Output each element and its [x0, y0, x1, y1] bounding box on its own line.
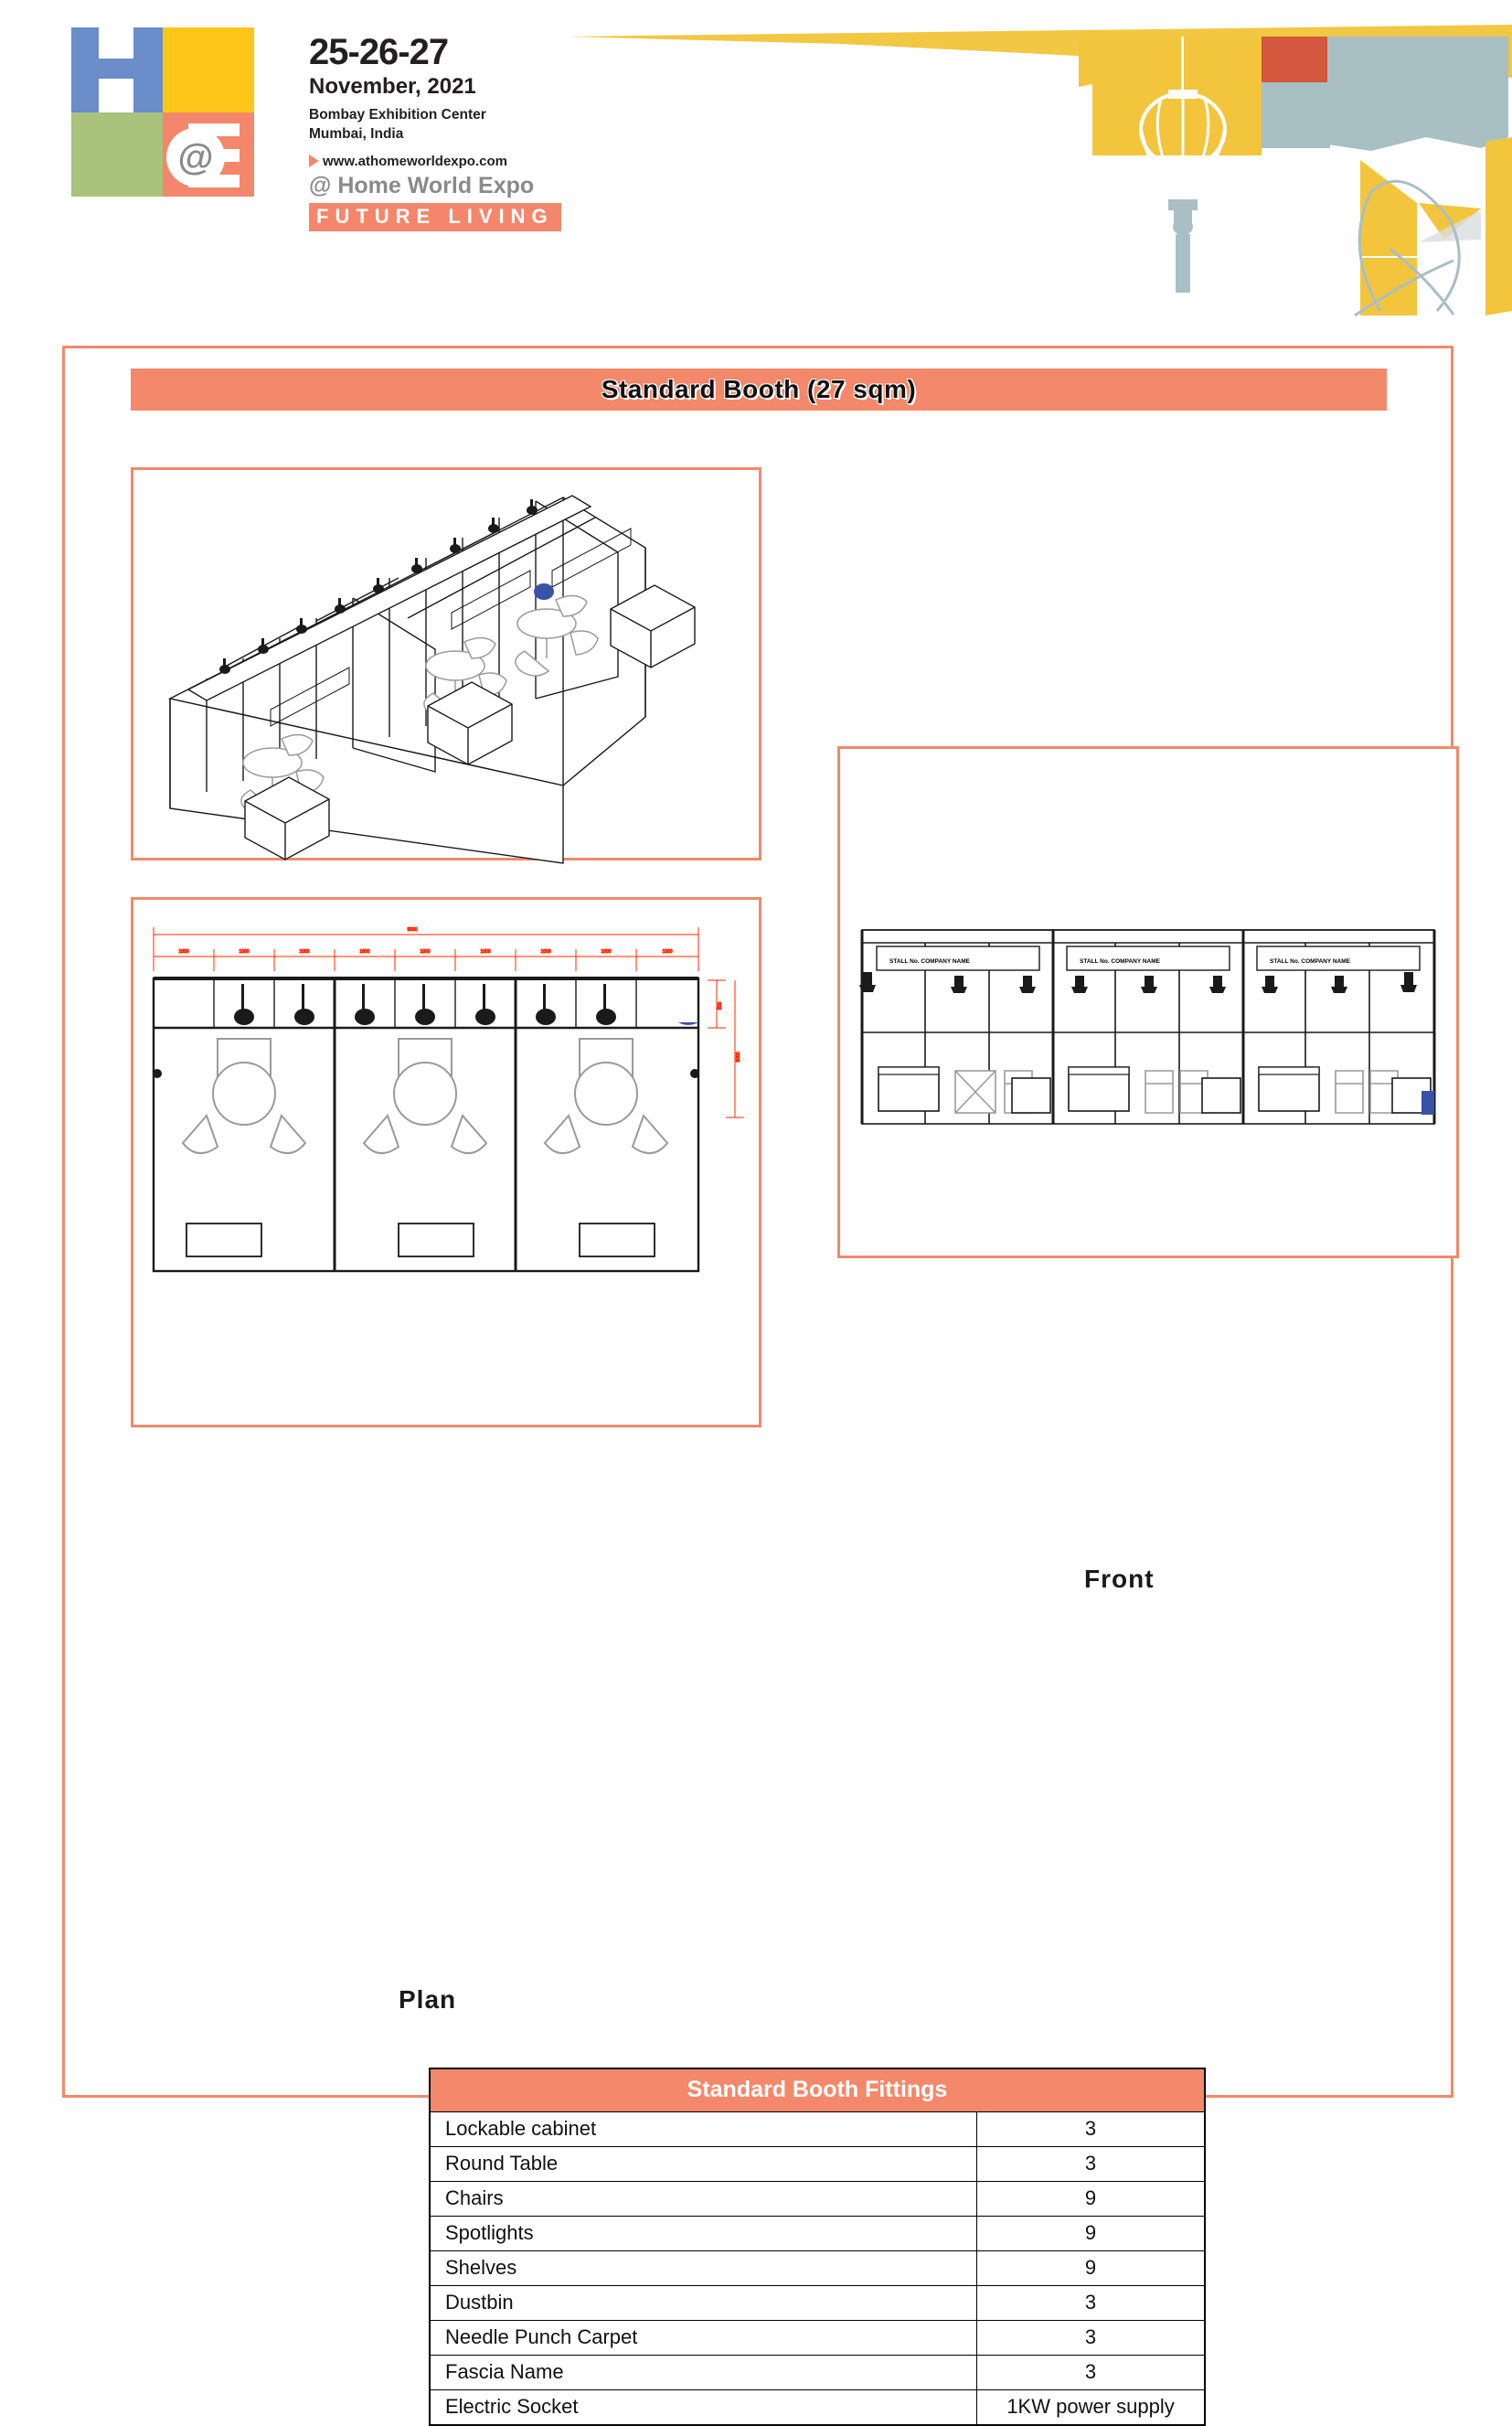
- event-venue-line2: Mumbai, India: [309, 125, 404, 142]
- fitting-qty: 9: [977, 2182, 1205, 2217]
- red-block: [1262, 37, 1327, 82]
- table-row: [430, 2251, 1205, 2286]
- play-triangle-icon: [309, 155, 319, 167]
- drawing-plan-view: [133, 900, 759, 1425]
- fascia-stall-1: STALL No. COMPANY NAME: [889, 958, 970, 965]
- svg-text:500: 500: [718, 1001, 723, 1010]
- fitting-item: Fascia Name: [430, 2356, 977, 2390]
- svg-text:1000: 1000: [359, 949, 370, 955]
- at-symbol-badge: @: [166, 128, 225, 187]
- svg-text:1000: 1000: [601, 949, 612, 955]
- fittings-table-header-row: [430, 2068, 1205, 2112]
- event-brand-name: @ Home World Expo: [309, 172, 535, 198]
- sheet-title-bar: [131, 369, 1387, 411]
- panel-front-view: [837, 746, 1459, 1258]
- svg-text:1000: 1000: [662, 949, 673, 955]
- event-venue-line1: Bombay Exhibition Center: [309, 107, 486, 123]
- gray-block: [1327, 37, 1508, 151]
- table-row: [430, 2147, 1205, 2182]
- page-header: [0, 0, 1512, 320]
- fitting-qty: 3: [977, 2321, 1205, 2356]
- drawing-front-view: [840, 749, 1456, 1256]
- table-row: [430, 2286, 1205, 2321]
- header-decoration: [567, 0, 1512, 320]
- logo-cell-m: [71, 112, 163, 198]
- fitting-item: Round Table: [430, 2147, 977, 2182]
- table-row: [430, 2217, 1205, 2251]
- fitting-item: Needle Punch Carpet: [430, 2321, 977, 2356]
- event-website: www.athomeworldexpo.com: [323, 153, 507, 169]
- furniture-front-bay1: [878, 1067, 1050, 1113]
- decoration-graphic: [567, 0, 1512, 320]
- event-month-year: November, 2021: [309, 74, 476, 99]
- fittings-table-body: [430, 2112, 1205, 2426]
- svg-text:3000: 3000: [736, 1052, 741, 1063]
- table-row: [430, 2182, 1205, 2217]
- fitting-item: Electric Socket: [430, 2390, 977, 2426]
- plan-cabinets: [186, 1224, 655, 1256]
- svg-text:1000: 1000: [420, 949, 431, 955]
- fitting-item: Lockable cabinet: [430, 2112, 977, 2147]
- home-expo-logo: [71, 27, 254, 197]
- svg-text:1000: 1000: [178, 949, 189, 955]
- yellow-column-right: [1485, 137, 1512, 315]
- fitting-qty: 3: [977, 2356, 1205, 2390]
- fitting-qty: 3: [977, 2112, 1205, 2147]
- table-row: [430, 2321, 1205, 2356]
- fascia-stall-2: STALL No. COMPANY NAME: [1080, 958, 1160, 965]
- fittings-table: [429, 2068, 1206, 2426]
- table-row: [430, 2356, 1205, 2390]
- logo-h-notch-bottom: [99, 79, 133, 112]
- logo-cell-o: [163, 27, 254, 112]
- fitting-qty: 9: [977, 2251, 1205, 2286]
- label-front-view: Front: [1084, 1565, 1155, 1593]
- gray-block-small: [1262, 82, 1330, 148]
- dustbin-marker-3d: [534, 583, 554, 600]
- logo-h-notch-top: [99, 27, 133, 59]
- panel-plan-view: [131, 897, 761, 1427]
- event-website-row[interactable]: [309, 154, 611, 169]
- label-plan-view: Plan: [399, 1985, 457, 2014]
- fitting-qty: 9: [977, 2217, 1205, 2251]
- fitting-qty: 3: [977, 2147, 1205, 2182]
- fascia-stall-3: STALL No. COMPANY NAME: [1270, 958, 1350, 965]
- sheet-title-text: Standard Booth (27 sqm): [601, 375, 917, 403]
- svg-text:1000: 1000: [299, 949, 310, 955]
- event-tagline: FUTURE LIVING: [309, 203, 561, 231]
- drawing-3d-view: [133, 470, 759, 858]
- satellite-dish-icon: [1355, 160, 1481, 315]
- fitting-item: Spotlights: [430, 2217, 977, 2251]
- svg-text:9000: 9000: [407, 927, 418, 933]
- table-row: [430, 2390, 1205, 2426]
- event-dates: 25-26-27: [309, 32, 449, 72]
- fitting-item: Dustbin: [430, 2286, 977, 2321]
- spec-sheet-frame: [62, 346, 1453, 2418]
- fitting-item: Shelves: [430, 2251, 977, 2286]
- svg-text:1000: 1000: [239, 949, 250, 955]
- table-row: [430, 2112, 1205, 2147]
- dustbin-marker-front: [1421, 1091, 1434, 1115]
- fascia-sign-group: [877, 946, 1420, 970]
- svg-text:1000: 1000: [540, 949, 551, 955]
- fitting-qty: 1KW power supply: [977, 2390, 1205, 2426]
- fitting-item: Chairs: [430, 2182, 977, 2217]
- svg-text:1000: 1000: [480, 949, 491, 955]
- event-info-block: [309, 33, 611, 231]
- fitting-qty: 3: [977, 2286, 1205, 2321]
- panel-3d-view: [131, 467, 761, 860]
- fittings-table-title: Standard Booth Fittings: [430, 2068, 1205, 2112]
